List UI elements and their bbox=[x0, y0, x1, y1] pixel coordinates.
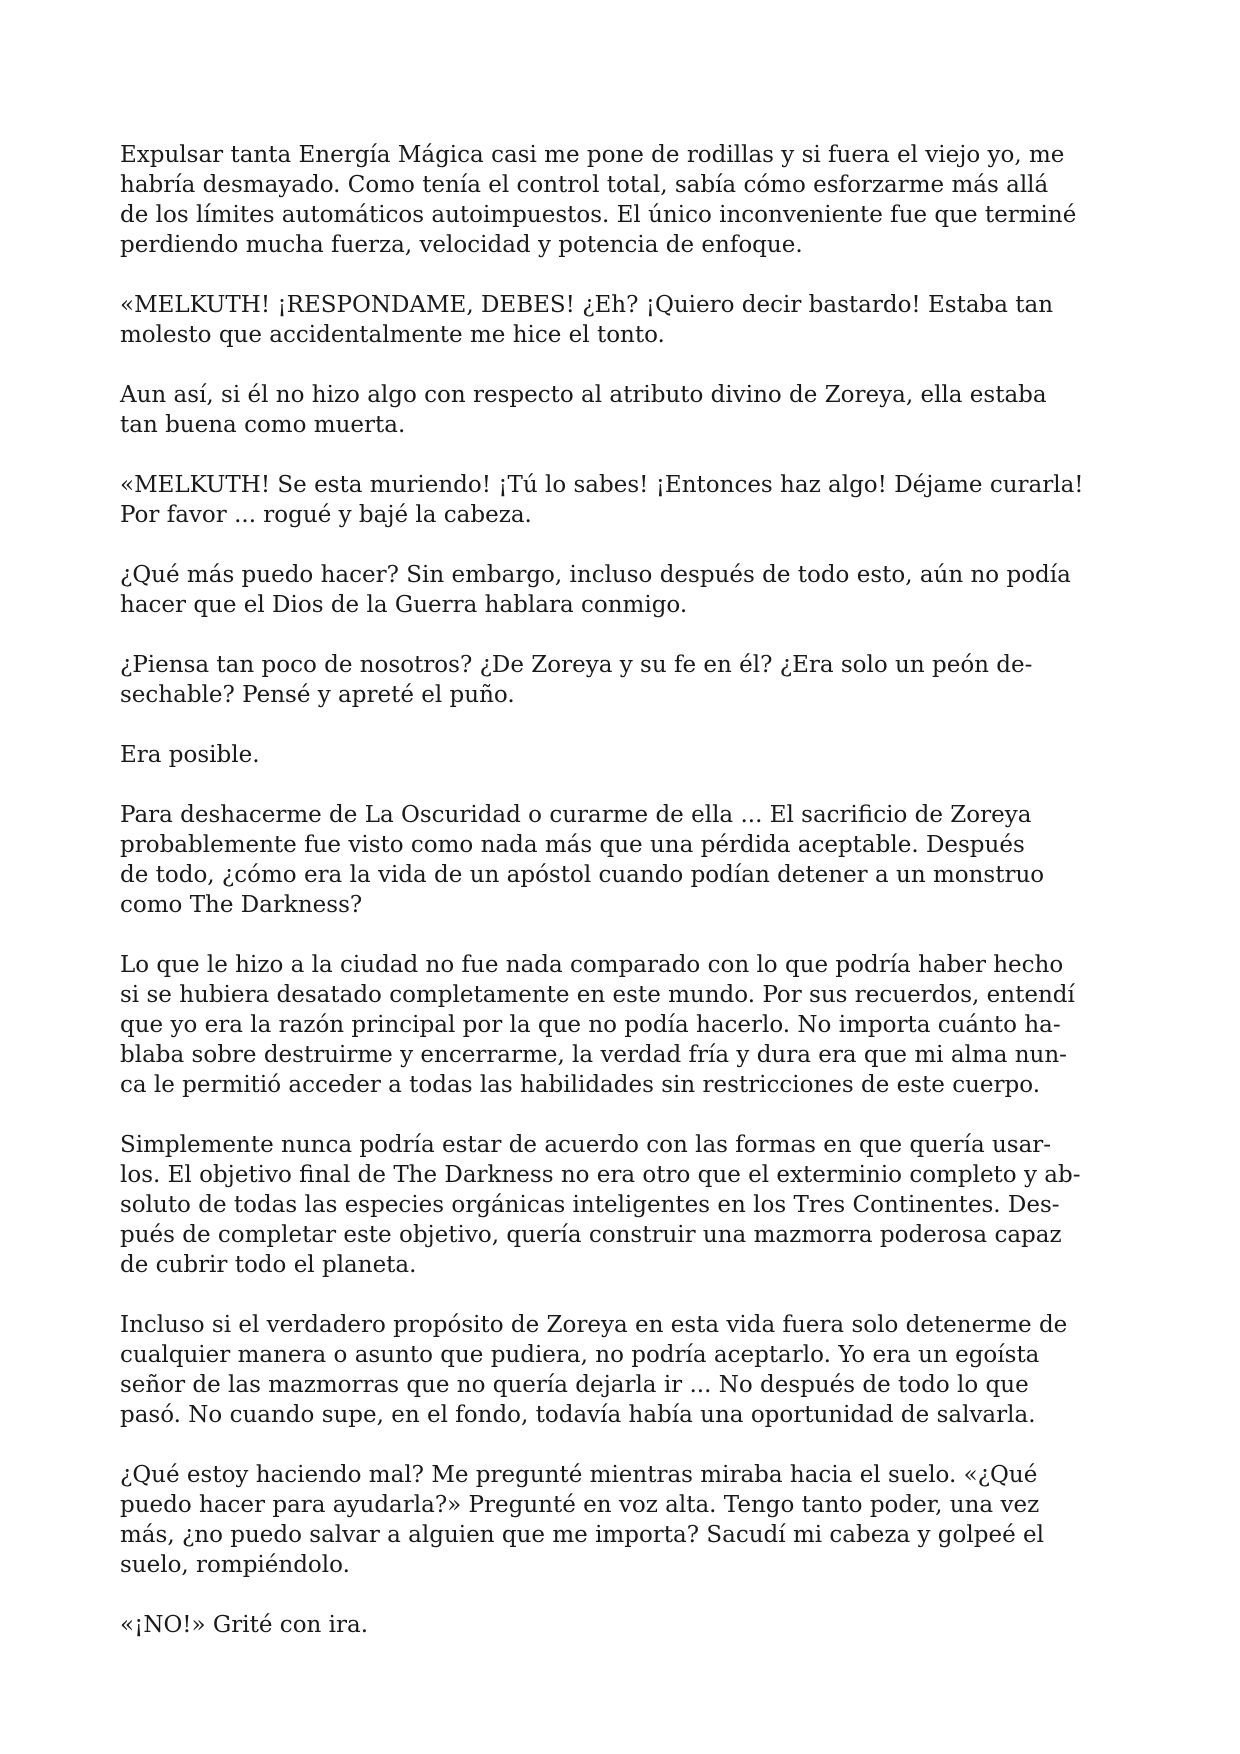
text-line: ¿Piensa tan poco de nosotros? ¿De Zoreya y su fe en él? ¿Era solo un peón de- bbox=[120, 652, 1033, 678]
text-line: de cubrir todo el planeta. bbox=[120, 1252, 417, 1278]
text-line: suelo, rompiéndolo. bbox=[120, 1552, 350, 1578]
text-line: sechable? Pensé y apreté el puño. bbox=[120, 682, 515, 708]
text-line: de los límites automáticos autoimpuestos. El único inconveniente fue que terminé bbox=[120, 202, 1077, 228]
text-line: Para deshacerme de La Oscuridad o curarme de ella ... El sacrificio de Zoreya bbox=[120, 802, 1032, 828]
text-line: Era posible. bbox=[120, 742, 260, 768]
text-line: ca le permitió acceder a todas las habilidades sin restricciones de este cuerpo. bbox=[120, 1072, 1040, 1098]
text-line: pasó. No cuando supe, en el fondo, todavía había una oportunidad de salvarla. bbox=[120, 1402, 1036, 1428]
paragraph bbox=[120, 1310, 1130, 1430]
paragraph bbox=[120, 1610, 1130, 1640]
text-line: blaba sobre destruirme y encerrarme, la verdad fría y dura era que mi alma nun- bbox=[120, 1042, 1067, 1068]
text-line: ¿Qué más puedo hacer? Sin embargo, incluso después de todo esto, aún no podía bbox=[120, 562, 1071, 588]
text-line: «¡NO!» Grité con ira. bbox=[120, 1612, 369, 1638]
text-line: Incluso si el verdadero propósito de Zoreya en esta vida fuera solo detenerme de bbox=[120, 1312, 1068, 1338]
paragraph bbox=[120, 140, 1130, 260]
text-line: hacer que el Dios de la Guerra hablara conmigo. bbox=[120, 592, 688, 618]
text-line: Aun así, si él no hizo algo con respecto al atributo divino de Zoreya, ella estaba bbox=[120, 382, 1047, 408]
text-line: Expulsar tanta Energía Mágica casi me pone de rodillas y si fuera el viejo yo, me bbox=[120, 142, 1065, 168]
paragraph bbox=[120, 740, 1130, 770]
text-line: como The Darkness? bbox=[120, 892, 363, 918]
paragraph bbox=[120, 1130, 1130, 1280]
text-line: habría desmayado. Como tenía el control total, sabía cómo esforzarme más allá bbox=[120, 172, 1049, 198]
paragraph bbox=[120, 380, 1130, 440]
text-line: molesto que accidentalmente me hice el tonto. bbox=[120, 322, 665, 348]
paragraph bbox=[120, 470, 1130, 530]
text-line: probablemente fue visto como nada más que una pérdida aceptable. Después bbox=[120, 832, 1025, 858]
paragraph bbox=[120, 650, 1130, 710]
text-line: cualquier manera o asunto que pudiera, no podría aceptarlo. Yo era un egoísta bbox=[120, 1342, 1040, 1368]
text-line: «MELKUTH! Se esta muriendo! ¡Tú lo sabes! ¡Entonces haz algo! Déjame curarla! bbox=[120, 472, 1084, 498]
text-line: que yo era la razón principal por la que no podía hacerlo. No importa cuánto ha- bbox=[120, 1012, 1061, 1038]
text-line: señor de las mazmorras que no quería dejarla ir ... No después de todo lo que bbox=[120, 1372, 1029, 1398]
text-line: soluto de todas las especies orgánicas inteligentes en los Tres Continentes. Des- bbox=[120, 1192, 1060, 1218]
paragraph bbox=[120, 950, 1130, 1100]
text-line: pués de completar este objetivo, quería construir una mazmorra poderosa capaz bbox=[120, 1222, 1062, 1248]
paragraph bbox=[120, 1460, 1130, 1580]
text-line: ¿Qué estoy haciendo mal? Me pregunté mientras miraba hacia el suelo. «¿Qué bbox=[120, 1462, 1038, 1488]
text-line: de todo, ¿cómo era la vida de un apóstol cuando podían detener a un monstruo bbox=[120, 862, 1045, 888]
text-line: Simplemente nunca podría estar de acuerdo con las formas en que quería usar- bbox=[120, 1132, 1052, 1158]
body-text bbox=[120, 140, 1130, 1640]
text-line: «MELKUTH! ¡RESPONDAME, DEBES! ¿Eh? ¡Quiero decir bastardo! Estaba tan bbox=[120, 292, 1054, 318]
paragraph bbox=[120, 800, 1130, 920]
text-line: puedo hacer para ayudarla?» Pregunté en voz alta. Tengo tanto poder, una vez bbox=[120, 1492, 1040, 1518]
text-line: Por favor ... rogué y bajé la cabeza. bbox=[120, 502, 532, 528]
text-line: tan buena como muerta. bbox=[120, 412, 406, 438]
text-line: los. El objetivo final de The Darkness no era otro que el exterminio completo y ab- bbox=[120, 1162, 1081, 1188]
text-line: si se hubiera desatado completamente en este mundo. Por sus recuerdos, entendí bbox=[120, 982, 1075, 1008]
paragraph bbox=[120, 290, 1130, 350]
text-line: más, ¿no puedo salvar a alguien que me importa? Sacudí mi cabeza y golpeé el bbox=[120, 1522, 1044, 1548]
document-page bbox=[120, 140, 1130, 1670]
text-line: perdiendo mucha fuerza, velocidad y potencia de enfoque. bbox=[120, 232, 803, 258]
text-line: Lo que le hizo a la ciudad no fue nada comparado con lo que podría haber hecho bbox=[120, 952, 1064, 978]
paragraph bbox=[120, 560, 1130, 620]
